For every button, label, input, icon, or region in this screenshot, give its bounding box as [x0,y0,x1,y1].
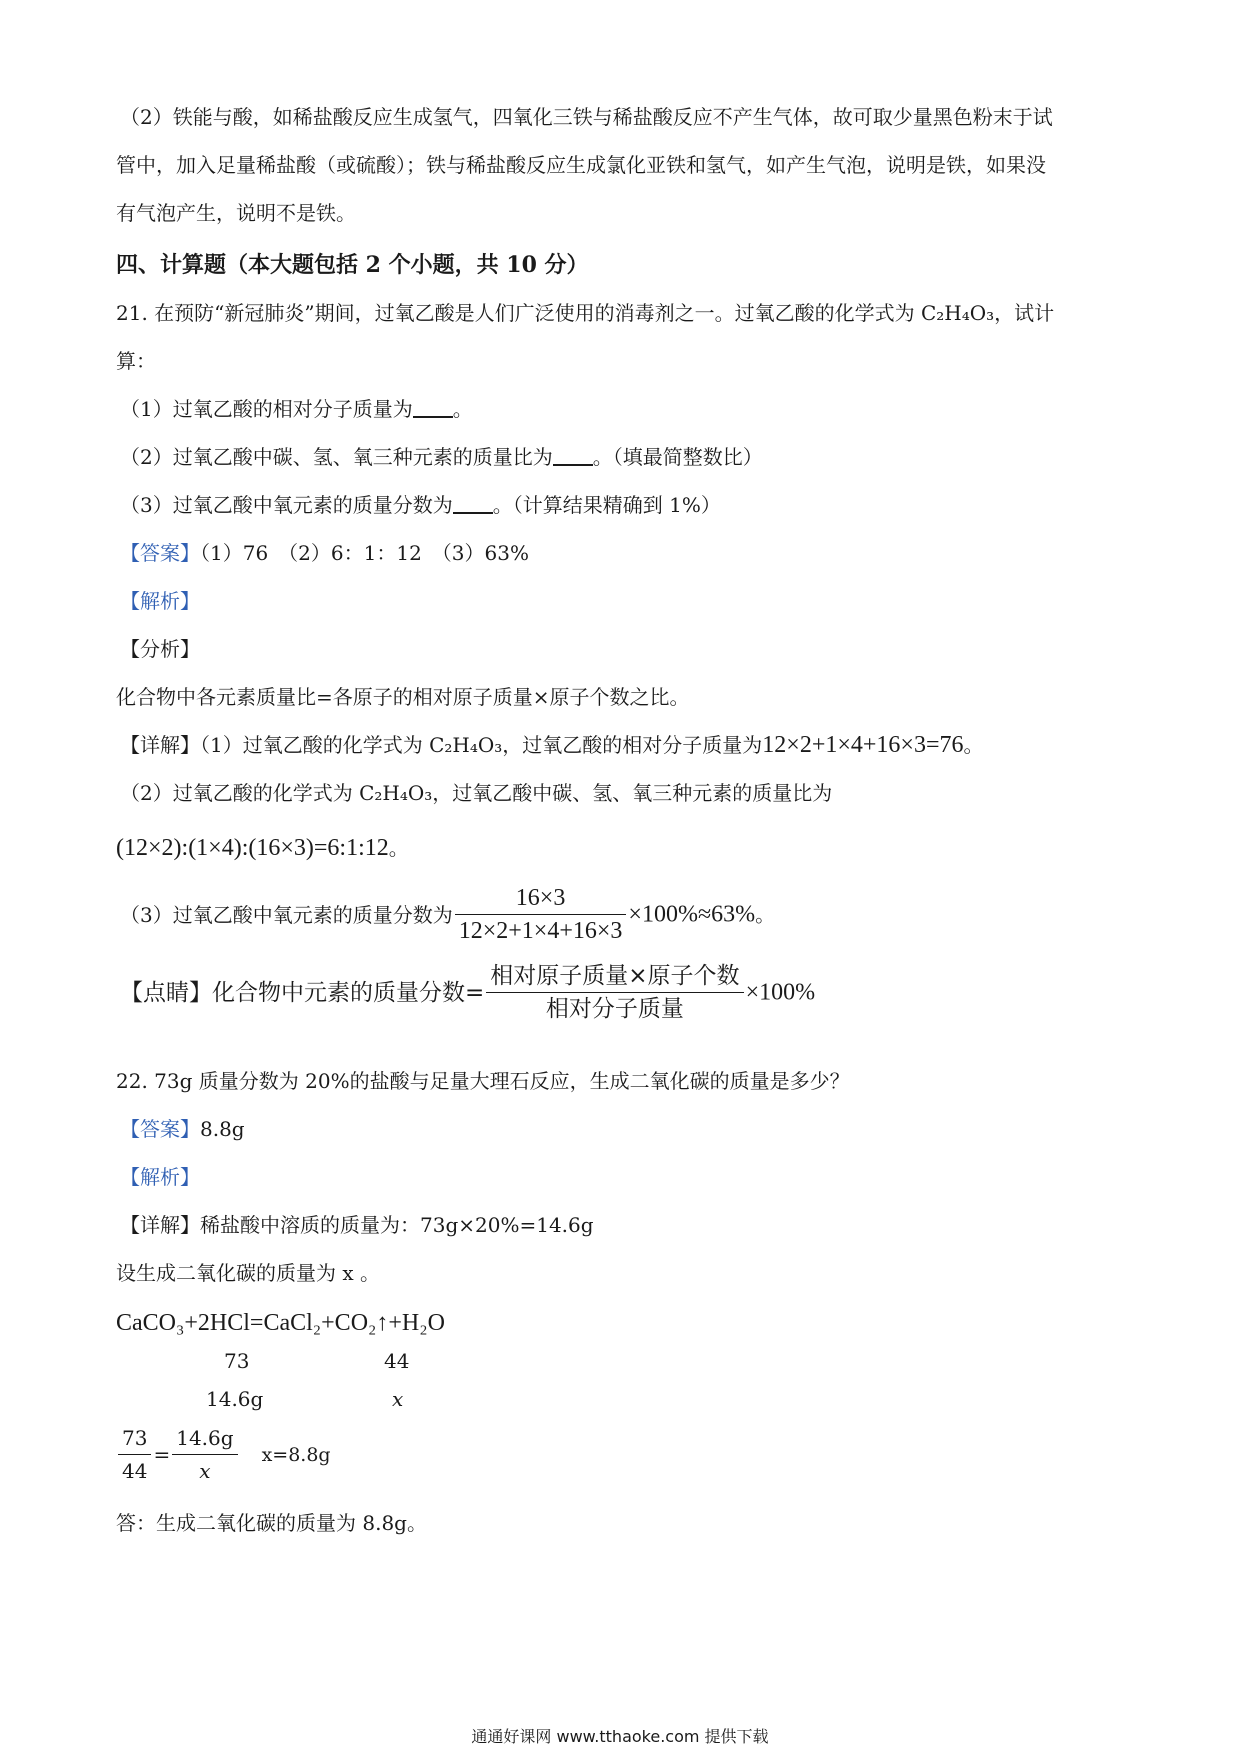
fraction-denominator: 相对分子质量 [545,996,684,1022]
q21-sub-1-text: （1）过氧乙酸的相对分子质量为 [120,397,413,421]
q21-detail-2-equation: (12×2):(1×4):(16×3)=6:1:12 [116,835,389,861]
q21-sub-2-text: （2）过氧乙酸中碳、氢、氧三种元素的质量比为 [120,445,553,469]
q21-detail-2-equation-line [116,833,409,863]
equals-sign: = [153,1442,171,1467]
q21-stem-line-2: 算： [116,349,156,373]
q21-detail-1-text: （1）过氧乙酸的化学式为 C₂H₄O₃，过氧乙酸的相对分子质量为 [200,733,763,757]
q22-answer-text: 8.8g [200,1117,245,1141]
answer-tag: 【答案】 [120,1117,200,1141]
q22-conclusion: 答：生成二氧化碳的质量为 8.8g。 [116,1511,427,1535]
q21-sub-1-end: 。 [452,397,473,421]
q21-sub-2 [120,442,763,472]
q22-detail [120,1210,594,1240]
q21-fenxi-tag: 【分析】 [120,637,200,661]
ratio-denominator: 44 [122,1459,148,1483]
q21-detail-1-end: 。 [963,733,984,757]
q21-detail-2-end: 。 [388,836,409,860]
q21-answer [120,538,529,568]
q21-sub-3-text: （3）过氧乙酸中氧元素的质量分数为 [120,493,453,517]
ratio-numerator: 73 [118,1424,151,1455]
iron-paragraph-line-2: 管中，加入足量稀盐酸（或硫酸）；铁与稀盐酸反应生成氯化亚铁和氢气，如产生气泡，说明是铁，如果没 [116,153,1046,177]
fraction-numerator: 相对原子质量×原子个数 [486,962,743,993]
q21-sub-2-end: 。（填最简整数比） [592,445,763,469]
q21-detail-1-equation: 12×2+1×4+16×3=76 [762,732,964,758]
q21-answer-text: （1）76 （2）6：1：12 （3）63% [200,541,529,565]
q21-analysis-tag: 【解析】 [120,589,200,613]
ratio-result: x=8.8g [261,1443,331,1466]
mass-fraction-definition [486,962,743,1023]
q21-detail-2-text: （2）过氧乙酸的化学式为 C₂H₄O₃，过氧乙酸中碳、氢、氧三种元素的质量比为 [120,781,833,805]
q22-stem: 22. 73g 质量分数为 20%的盐酸与足量大理石反应，生成二氧化碳的质量是多少？ [116,1069,850,1093]
q21-sub-3-end: 。（计算结果精确到 1%） [492,493,721,517]
q21-sub-3 [120,490,721,520]
iron-paragraph-line-1: （2）铁能与酸，如稀盐酸反应生成氢气，四氧化三铁与稀盐酸反应不产生气体，故可取少量黑色粉末于试 [120,105,1053,129]
q22-answer [120,1114,245,1144]
q21-detail-3-text: （3）过氧乙酸中氧元素的质量分数为 [120,902,453,927]
detail-tag: 【详解】 [120,1213,200,1237]
detail-tag: 【详解】 [120,733,200,757]
chemical-equation: CaCO₃+2HCl=CaCl₂+CO₂↑+H₂O [116,1310,445,1336]
answer-blank[interactable] [553,444,593,466]
fraction-denominator: 12×2+1×4+16×3 [458,918,623,944]
q21-fenxi-text: 化合物中各元素质量比=各原子的相对原子质量×原子个数之比。 [116,685,690,709]
answer-blank[interactable] [413,396,453,418]
hcl-molar-mass: 73 [224,1349,250,1373]
dianjing-tag: 【点睛】 [120,979,212,1006]
molar-mass-ratio [118,1424,151,1485]
q21-dianjing-tail: ×100% [745,979,816,1006]
footer-source: 通通好课网 www.tthaoke.com 提供下载 [471,1727,769,1746]
proportion-line [116,1424,331,1485]
iron-paragraph-line-3: 有气泡产生，说明不是铁。 [116,201,356,225]
q21-detail-3-end: 。 [755,902,776,927]
co2-molar-mass: 44 [384,1349,410,1373]
q21-detail-3-tail: ×100%≈63% [628,901,756,928]
hcl-mass-value: 14.6g [206,1387,264,1411]
q21-detail-3 [120,884,775,945]
answer-tag: 【答案】 [120,541,200,565]
q21-stem-line-1: 21. 在预防“新冠肺炎”期间，过氧乙酸是人们广泛使用的消毒剂之一。过氧乙酸的化学式为 C₂H₄O₃，试计 [116,301,1055,325]
co2-mass-unknown: x [392,1387,404,1411]
section-heading: 四、计算题（本大题包括 2 个小题，共 10 分） [116,252,589,278]
q21-dianjing [120,962,815,1023]
answer-blank[interactable] [453,492,493,514]
ratio-denominator: x [199,1459,211,1483]
q22-analysis-tag: 【解析】 [120,1165,200,1189]
q21-sub-1 [120,394,473,424]
mass-fraction-formula [455,884,627,945]
ratio-numerator: 14.6g [172,1424,237,1455]
fraction-numerator: 16×3 [455,884,627,915]
mass-ratio [172,1424,237,1485]
q21-dianjing-text: 化合物中元素的质量分数= [212,979,485,1006]
q21-detail-1 [120,730,984,760]
q22-detail-text: 稀盐酸中溶质的质量为：73g×20%=14.6g [200,1213,594,1237]
q22-assumption: 设生成二氧化碳的质量为 x 。 [116,1261,380,1285]
